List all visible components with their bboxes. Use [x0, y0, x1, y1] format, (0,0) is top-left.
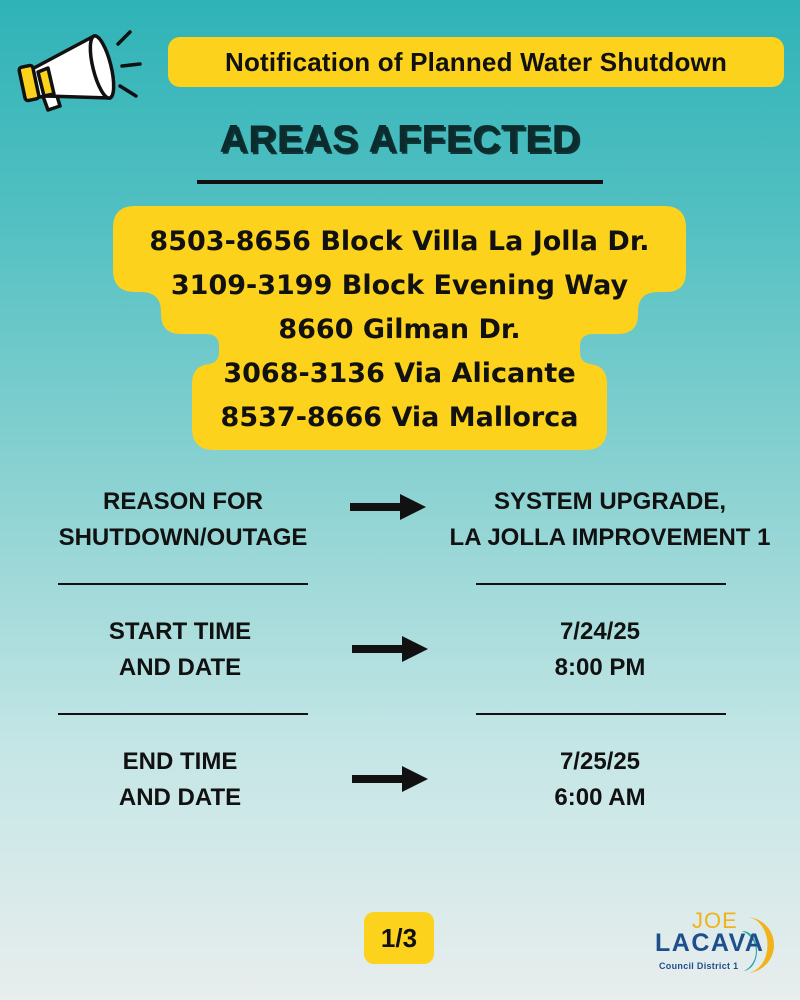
- end-date: 7/25/25: [559, 748, 641, 775]
- reason-label-line-1: REASON FOR: [102, 488, 263, 515]
- end-label-line-2: AND DATE: [118, 784, 242, 811]
- arrow-right-icon: [352, 636, 428, 662]
- start-label: [30, 614, 330, 686]
- left-divider-1: [58, 583, 308, 585]
- left-divider-2: [58, 713, 308, 715]
- affected-addresses-box: [113, 206, 686, 450]
- heading-divider: [197, 180, 603, 184]
- reason-label: [33, 484, 333, 556]
- start-time: 8:00 PM: [554, 654, 646, 681]
- page-indicator: 1/3: [364, 912, 434, 964]
- areas-affected-heading: AREAS AFFECTED: [219, 118, 581, 161]
- megaphone-icon: [14, 26, 146, 118]
- address-line-3: 8660 Gilman Dr.: [278, 314, 521, 345]
- page-title: Notification of Planned Water Shutdown: [168, 37, 784, 87]
- start-date: 7/24/25: [559, 618, 641, 645]
- address-line-5: 8537-8666 Via Mallorca: [220, 402, 579, 433]
- reason-value: [430, 484, 790, 556]
- logo-last-name: LACAVA: [655, 929, 765, 957]
- end-time: 6:00 AM: [554, 784, 646, 811]
- reason-value-line-2: LA JOLLA IMPROVEMENT 1: [449, 524, 771, 551]
- arrow-right-icon: [352, 766, 428, 792]
- end-label: [30, 744, 330, 816]
- right-divider-1: [476, 583, 726, 585]
- reason-label-line-2: SHUTDOWN/OUTAGE: [58, 524, 308, 551]
- address-line-1: 8503-8656 Block Villa La Jolla Dr.: [149, 226, 650, 257]
- address-line-4: 3068-3136 Via Alicante: [223, 358, 576, 389]
- council-logo: [648, 905, 778, 975]
- start-label-line-2: AND DATE: [118, 654, 242, 681]
- logo-first-name: JOE: [692, 908, 738, 933]
- end-label-line-1: END TIME: [122, 748, 238, 775]
- arrow-right-icon: [350, 494, 426, 520]
- end-value: [420, 744, 780, 816]
- right-divider-2: [476, 713, 726, 715]
- address-line-2: 3109-3199 Block Evening Way: [170, 270, 629, 301]
- reason-value-line-1: SYSTEM UPGRADE,: [493, 488, 727, 515]
- start-value: [420, 614, 780, 686]
- start-label-line-1: START TIME: [108, 618, 252, 645]
- logo-subtitle: Council District 1: [659, 961, 739, 971]
